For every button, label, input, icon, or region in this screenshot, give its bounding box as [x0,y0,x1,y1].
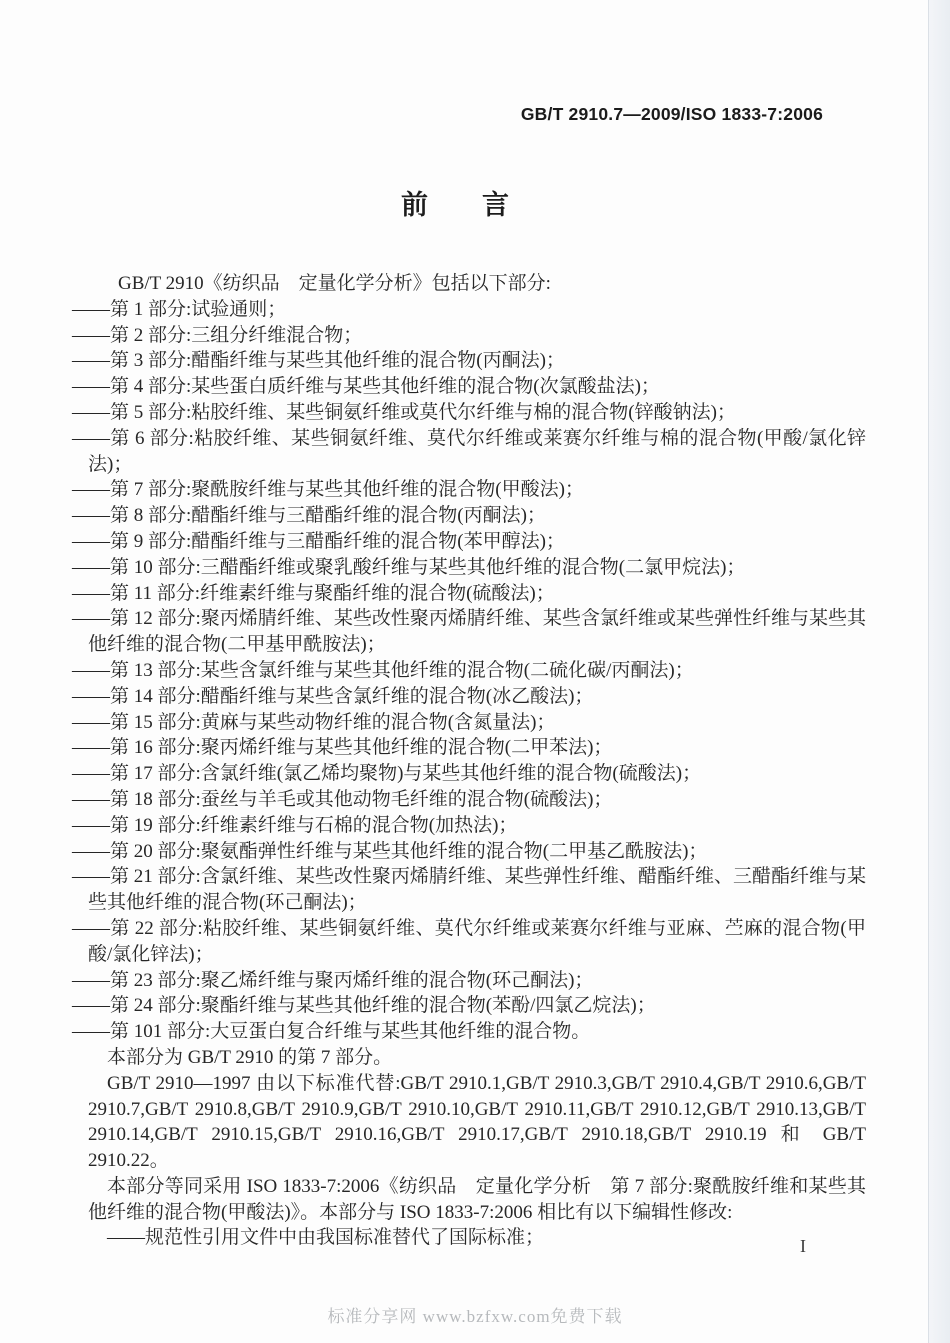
standard-part-item: ——第 14 部分:醋酯纤维与某些含氯纤维的混合物(冰乙酸法)； [72,685,594,707]
standard-part-item: ——第 21 部分:含氯纤维、某些改性聚丙烯腈纤维、某些弹性纤维、醋酯纤维、三醋酯纤维与某些其他纤维的混合物(环己酮法)； [72,866,866,914]
standard-part-item: ——第 101 部分:大豆蛋白复合纤维与某些其他纤维的混合物。 [72,1021,591,1043]
standard-part-item: ——第 20 部分:聚氨酯弹性纤维与某些其他纤维的混合物(二甲基乙酰胺法)； [72,840,708,862]
standard-part-item: ——第 1 部分:试验通则； [72,298,287,320]
foreword-body [72,271,866,1251]
foreword-paragraph: GB/T 2910—1997 由以下标准代替:GB/T 2910.1,GB/T 2910.3,GB/T 2910.4,GB/T 2910.6,GB/T 2910.7,GB/T 2910.8,GB/T 2910.9,GB/T 2910.10,GB/T 2910.11,GB/T 2910.12,GB/T 2910.13,GB/T 2910.14,GB/T 2910.15,GB/T 2910.16,GB/T 2910.17,GB/T 2910.18,GB/T 2910.19 和 GB/T 2910.22。 [88,1072,866,1172]
standard-part-item: ——第 23 部分:聚乙烯纤维与聚丙烯纤维的混合物(环己酮法)； [72,969,594,991]
page-number: I [800,1236,806,1256]
foreword-intro: GB/T 2910《纺织品 定量化学分析》包括以下部分: [118,273,551,294]
standard-part-item: ——第 8 部分:醋酯纤维与三醋酯纤维的混合物(丙酮法)； [72,505,546,527]
standard-part-item: ——第 16 部分:聚丙烯纤维与某些其他纤维的混合物(二甲苯法)； [72,737,613,759]
foreword-title: 前 言 [401,190,509,220]
standard-part-item: ——第 24 部分:聚酯纤维与某些其他纤维的混合物(苯酚/四氯乙烷法)； [72,995,656,1017]
standard-part-item: ——第 18 部分:蚕丝与羊毛或其他动物毛纤维的混合物(硫酸法)； [72,788,613,810]
standard-part-item: ——第 12 部分:聚丙烯腈纤维、某些改性聚丙烯腈纤维、某些含氯纤维或某些弹性纤维与某些其他纤维的混合物(二甲基甲酰胺法)； [72,608,866,656]
standard-part-item: ——第 19 部分:纤维素纤维与石棉的混合物(加热法)； [72,814,518,836]
foreword-paragraph: 本部分为 GB/T 2910 的第 7 部分。 [107,1046,393,1068]
standard-part-item: ——第 22 部分:粘胶纤维、某些铜氨纤维、莫代尔纤维或莱赛尔纤维与亚麻、苎麻的混合物(甲酸/氯化锌法)； [72,917,866,965]
watermark: 标准分享网 www.bzfxw.com免费下载 [327,1307,623,1326]
standard-part-item: ——第 5 部分:粘胶纤维、某些铜氨纤维或莫代尔纤维与棉的混合物(锌酸钠法)； [72,401,736,423]
standard-part-item: ——第 11 部分:纤维素纤维与聚酯纤维的混合物(硫酸法)； [72,582,555,604]
standard-code-header: GB/T 2910.7—2009/ISO 1833-7:2006 [520,104,823,124]
standard-part-item: ——第 13 部分:某些含氯纤维与某些其他纤维的混合物(二硫化碳/丙酮法)； [72,659,694,681]
standard-part-item: ——第 4 部分:某些蛋白质纤维与某些其他纤维的混合物(次氯酸盐法)； [72,376,660,398]
editorial-change-item: ——规范性引用文件中由我国标准替代了国际标准； [107,1227,545,1249]
standard-part-item: ——第 17 部分:含氯纤维(氯乙烯均聚物)与某些其他纤维的混合物(硫酸法)； [72,763,702,785]
page-edge-shadow [928,0,950,1343]
standard-part-item: ——第 3 部分:醋酯纤维与某些其他纤维的混合物(丙酮法)； [72,350,565,372]
standard-part-item: ——第 7 部分:聚酰胺纤维与某些其他纤维的混合物(甲酸法)； [72,479,584,501]
standard-part-item: ——第 15 部分:黄麻与某些动物纤维的混合物(含氮量法)； [72,711,556,733]
standard-part-item: ——第 10 部分:三醋酯纤维或聚乳酸纤维与某些其他纤维的混合物(二氯甲烷法)； [72,556,746,578]
standard-part-item: ——第 9 部分:醋酯纤维与三醋酯纤维的混合物(苯甲醇法)； [72,530,565,552]
foreword-paragraph: 本部分等同采用 ISO 1833-7:2006《纺织品 定量化学分析 第 7 部分:聚酰胺纤维和某些其他纤维的混合物(甲酸法)》。本部分与 ISO 1833-7:2006 相比有以下编辑性修改: [88,1175,866,1223]
standard-part-item: ——第 6 部分:粘胶纤维、某些铜氨纤维、莫代尔纤维或莱赛尔纤维与棉的混合物(甲酸/氯化锌法)； [72,427,866,475]
standard-part-item: ——第 2 部分:三组分纤维混合物； [72,324,363,346]
